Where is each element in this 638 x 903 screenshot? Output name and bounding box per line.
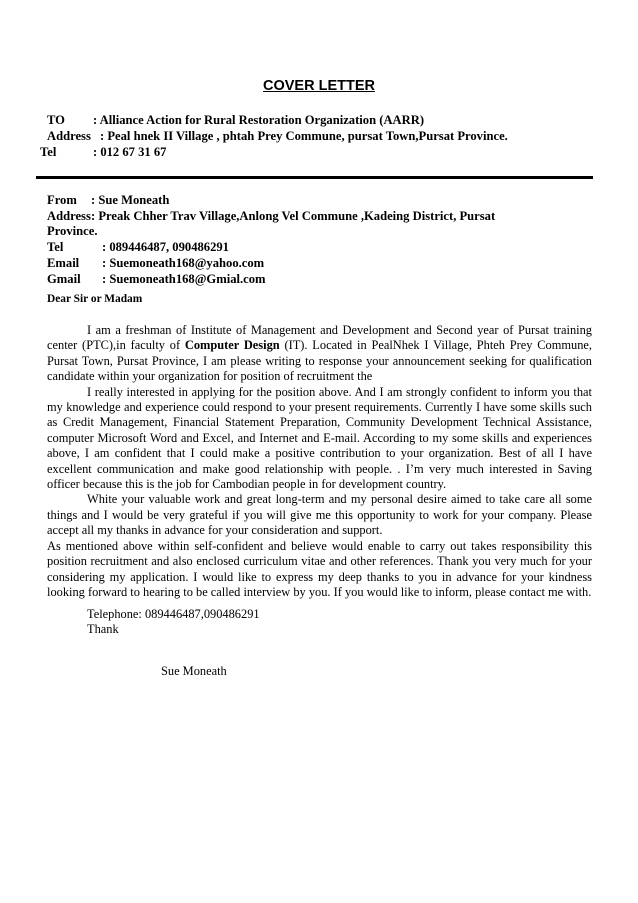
- paragraph-2: I really interested in applying for the position above. And I am strongly confident to inform you that my knowledge and experience could respond to your present requirements. Currently I have some skills such as Credit Management, Financial Statement Preparation, Community Development Technical Assistance, computer Microsoft Word and Excel, and Internet and E-mail. According to my some skills and experiences above, I am confident that I could make a positive contribution to your organization. Best of all I have excellent communication and make good relationship with people. . I’m very much interested in Saving officer because this is the job for Cambodian people in for development country.: [47, 384, 592, 492]
- computer-design-text: Computer Design: [184, 338, 280, 353]
- sender-address-label: Address: [47, 209, 91, 223]
- closing: Thank: [87, 622, 119, 636]
- paragraph-4: As mentioned above within self-confident and believe would enable to carry out takes responsibility this position recruitment and also enclosed curriculum vitae and other references. Thank you very much for your considering my application. I would like to express my deep thanks to you in advance for your kindness looking forward to hearing to be called interview by you. If you would like to inform, please contact me with.: [47, 538, 592, 599]
- sender-tel-label: Tel: [47, 240, 64, 254]
- recipient-address-value: : Peal hnek II Village , phtah Prey Commune, pursat Town,Pursat Province.: [100, 129, 508, 143]
- paragraph-3: White your valuable work and great long-term and my personal desire aimed to take care all some things and I would be very grateful if you will give me this opportunity to work for your company. Please accept all my thanks in advance for your consideration and support.: [47, 492, 592, 538]
- signature-name: Sue Moneath: [161, 664, 227, 678]
- to-label: TO: [47, 113, 65, 127]
- recipient-tel-row: [40, 144, 166, 160]
- paragraph-1: [47, 323, 592, 385]
- recipient-tel-label: Tel: [40, 145, 57, 159]
- sender-email-row: [47, 255, 264, 271]
- recipient-to-row: [47, 112, 424, 128]
- paragraph-1-text-a: I am a freshman of Institute of Management and Development and Second year of Pursat training center (PTC),in faculty of: [47, 323, 592, 353]
- gmail-label: Gmail: [47, 272, 81, 286]
- from-value: : Sue Moneath: [91, 193, 170, 207]
- sender-address-row: [47, 208, 495, 224]
- sender-gmail-row: [47, 271, 266, 287]
- to-value: : Alliance Action for Rural Restoration Organization (AARR): [93, 113, 425, 127]
- letter-body: [47, 323, 592, 600]
- telephone-line: Telephone: 089446487,090486291: [87, 607, 260, 621]
- sender-from-row: [47, 192, 169, 208]
- salutation: Dear Sir or Madam: [47, 293, 143, 305]
- recipient-address-label: Address: [47, 129, 91, 143]
- sender-address-continuation: Province.: [47, 224, 98, 238]
- page-title: COVER LETTER: [263, 78, 375, 94]
- paragraph-1-text-b: (IT). Located in PealNhek I Village, Phteh Prey Commune, Pursat Town, Pursat Province, I am please writing to response your announcement seeking for qualification candidate within your organization for position of recruitment the: [47, 338, 592, 384]
- email-value: : Suemoneath168@yahoo.com: [102, 256, 265, 270]
- gmail-value: : Suemoneath168@Gmial.com: [102, 272, 266, 286]
- recipient-address-row: [47, 128, 508, 144]
- sender-tel-row: [47, 239, 229, 255]
- recipient-tel-value: : 012 67 31 67: [93, 145, 167, 159]
- sender-tel-value: : 089446487, 090486291: [102, 240, 229, 254]
- horizontal-divider: [36, 176, 593, 179]
- email-label: Email: [47, 256, 80, 270]
- sender-address-value: : Preak Chher Trav Village,Anlong Vel Commune ,Kadeing District, Pursat: [91, 209, 496, 223]
- from-label: From: [47, 193, 77, 207]
